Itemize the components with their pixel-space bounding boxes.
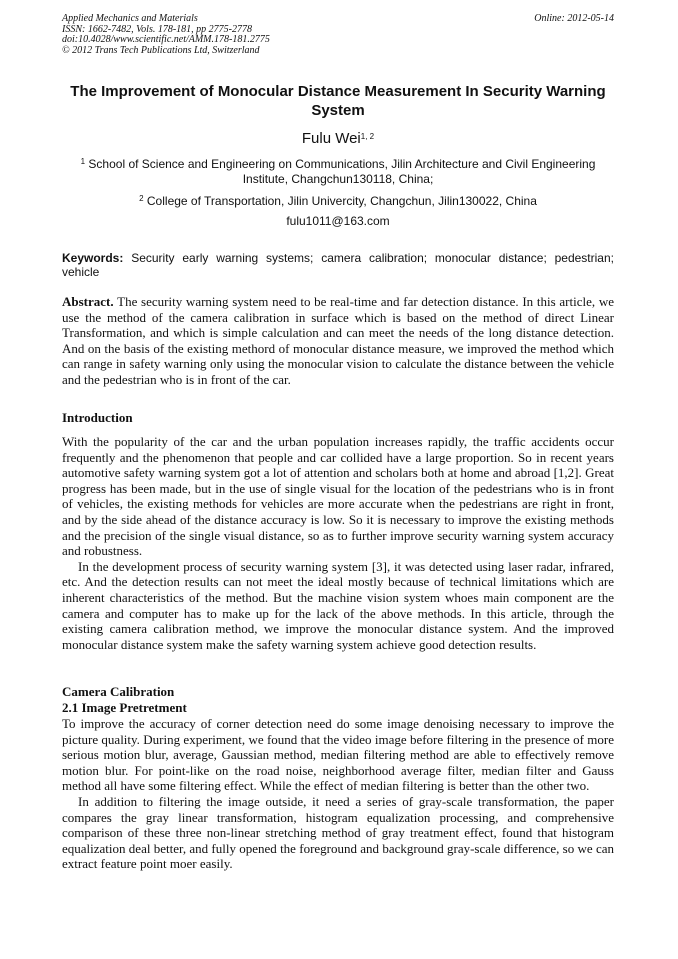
abstract	[62, 294, 614, 388]
keywords	[62, 251, 614, 279]
author-email: fulu1011@163.com	[286, 214, 390, 228]
affiliation-2-text: College of Transportation, Jilin Univercity, Changchun, Jilin130022, China	[146, 194, 537, 208]
keywords-text: Security early warning systems; camera calibration; monocular distance; pedestrian; vehicle	[62, 251, 614, 279]
affiliation-1-mark: 1	[80, 157, 86, 166]
author-affiliation-marks: 1, 2	[360, 132, 375, 141]
camera-paragraph-2: In addition to filtering the image outside, it need a series of gray-scale transformation, the paper compares the gray linear transformation, histogram equalization processing, and comprehensive comparison of these three non-linear stretching method of gray treatment effect, found that histogram equalization deal better, and fully opened the foreground and background gray-scale difference, so we can extract feature point moer easily.	[62, 793, 614, 872]
camera-paragraph-1: To improve the accuracy of corner detection need do some image denoising necessary to improve the picture quality. During experiment, we found that the video image before filtering in the presence of more serious motion blur, average, Gaussian method, median filtering method are able to effectively remove motion blur. For point-like on the road noise, neighborhood average filter, median filter and Gauss method all have some filtering effect. While the effect of median filtering is better than the other two.	[62, 716, 614, 794]
keywords-label: Keywords:	[62, 251, 124, 265]
introduction-body	[62, 434, 614, 652]
image-pretreatment-subheading: 2.1 Image Pretretment	[62, 700, 187, 715]
introduction-heading: Introduction	[62, 410, 133, 425]
paper-title: The Improvement of Monocular Distance Measurement In Security Warning System	[70, 83, 606, 119]
affiliation-1-text: School of Science and Engineering on Communications, Jilin Architecture and Civil Engineering Institute, Changchun130118, China;	[88, 157, 596, 186]
affiliation-2-mark: 2	[139, 194, 144, 203]
journal-issn: ISSN: 1662-7482, Vols. 178-181, pp 2775-2778	[62, 23, 252, 35]
abstract-label: Abstract.	[62, 294, 114, 309]
journal-doi: doi:10.4028/www.scientific.net/AMM.178-181.2775	[62, 34, 270, 45]
introduction-paragraph-1: With the popularity of the car and the urban population increases rapidly, the traffic accidents occur frequently and the phenomenon that people and car collided have a large proportion. So in recent years automotive safety warning system got a lot of attention and scholars both at home and abroad [1,2]. Great progress has been made, but in the use of single visual for the location of the pedestrians who is in front of vehicles, the existing methods for vehicles are more accurate when the pedestrians are right in front, and by the side ahead of the distance accuracy is low. So it is necessary to improve the existing methods and the precision of the single visual distance, so as to further improve security warning system accuracy and robustness.	[62, 434, 614, 559]
abstract-text: The security warning system need to be real-time and far detection distance. In this article, we use the method of the camera calibration in surface which is based on the method of direct Linear Transformation, and which is simple calculation and can meet the needs of the long distance detection. And on the basis of the existing methord of monocular distance measure, we improved the method which can range in safety warning only using the monocular vision to calculate the distance between the vehicle and the pedestrian who is in front of the car.	[62, 294, 614, 387]
affiliation-2	[58, 194, 618, 209]
introduction-paragraph-2: In the development process of security warning system [3], it was detected using laser radar, infrared, etc. And the detection results can not meet the ideal mostly because of technical limitations which are inherent characteristics of the method. But the machine vision system whoes main component are the camera and computer has to make up for the lack of the above methods. In this article, through the existing camera calibration method, we improve the monocular distance system. And the improved monocular distance system make the safety warning system achieve good detection results.	[62, 558, 614, 652]
camera-calibration-heading: Camera Calibration	[62, 684, 175, 699]
online-date: Online: 2012-05-14	[534, 13, 614, 24]
journal-name: Applied Mechanics and Materials	[62, 13, 198, 24]
camera-calibration-body	[62, 716, 614, 872]
affiliation-1	[58, 157, 618, 187]
journal-header	[62, 14, 614, 56]
author-name: Fulu Wei	[301, 130, 361, 147]
journal-copyright: © 2012 Trans Tech Publications Ltd, Switzerland	[62, 44, 260, 56]
author-line	[62, 130, 614, 148]
